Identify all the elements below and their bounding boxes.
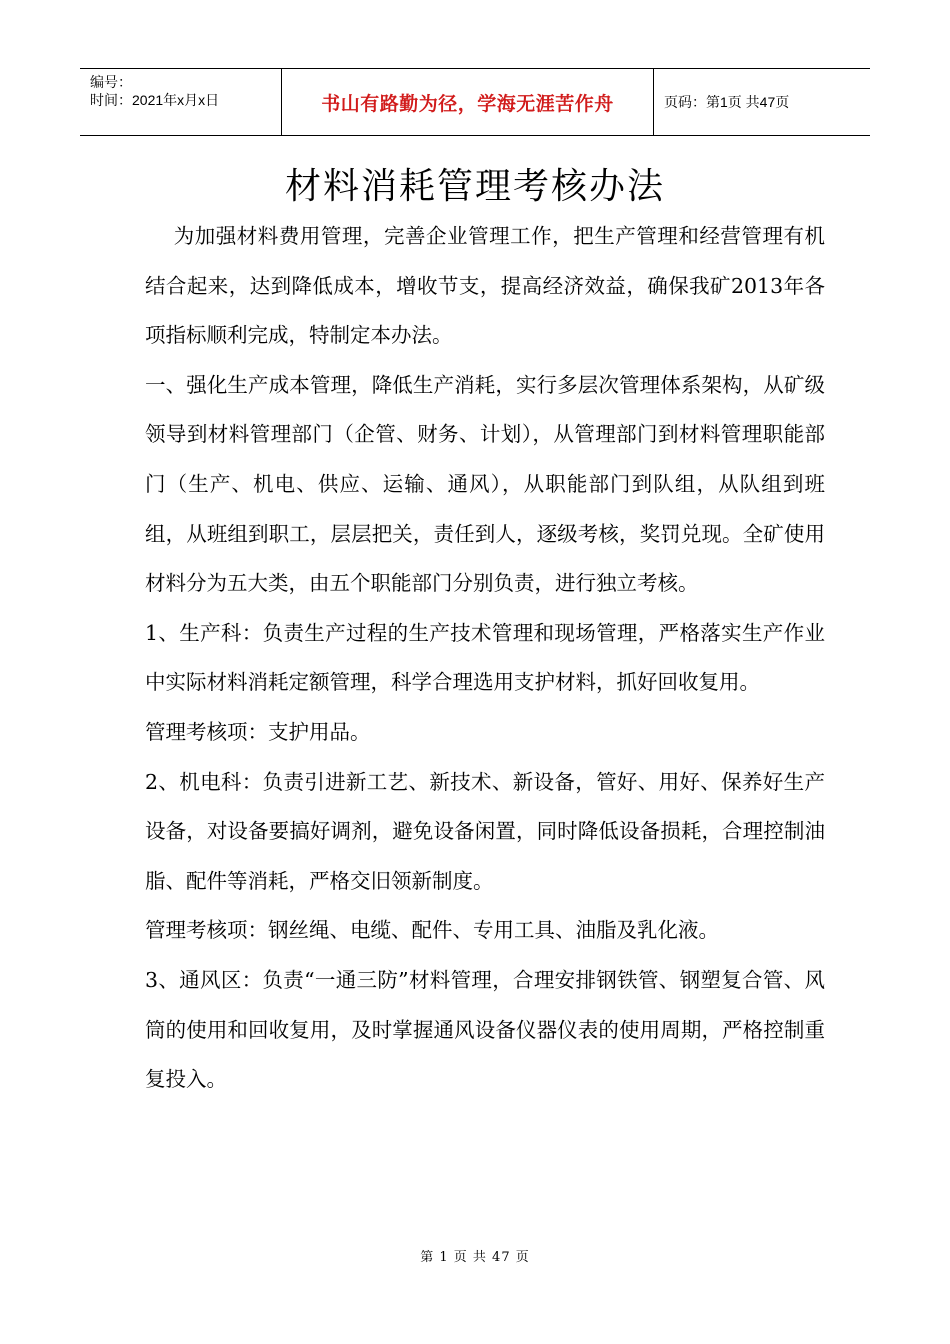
- motto-text: 书山有路勤为径，学海无涯苦作舟: [321, 92, 614, 115]
- header-motto-cell: [282, 69, 654, 135]
- paragraph-mech-elec-dept: 2、机电科：负责引进新工艺、新技术、新设备，管好、用好、保养好生产设备，对设备要搞好调剂，避免设备闲置，同时降低设备损耗，合理控制油脂、配件等消耗，严格交旧领新制度。: [145, 769, 825, 893]
- document-body: [145, 212, 825, 1105]
- paragraph-mech-elec-items: 管理考核项：钢丝绳、电缆、配件、专用工具、油脂及乳化液。: [145, 918, 719, 943]
- paragraph-ventilation-dept: 3、通风区：负责“一通三防”材料管理，合理安排钢铁管、钢塑复合管、风筒的使用和回收复用，及时掌握通风设备仪器仪表的使用周期，严格控制重复投入。: [145, 967, 825, 1092]
- paragraph-production-items: 管理考核项：支护用品。: [145, 719, 371, 744]
- time-label: 时间：2021年x月x日: [90, 92, 220, 108]
- paragraph-production-dept: 1、生产科：负责生产过程的生产技术管理和现场管理，严格落实生产作业中实际材料消耗定额管理，科学合理选用支护材料，抓好回收复用。: [145, 620, 825, 695]
- header-page-cell: [654, 69, 870, 135]
- paragraph-intro: 为加强材料费用管理，完善企业管理工作，把生产管理和经营管理有机结合起来，达到降低成本，增收节支，提高经济效益，确保我矿2013年各项指标顺利完成，特制定本办法。: [145, 224, 825, 348]
- document-title: 材料消耗管理考核办法: [284, 166, 665, 207]
- header-meta-cell: [80, 69, 282, 135]
- number-label: 编号：: [90, 74, 132, 90]
- document-header: [80, 68, 870, 136]
- page-footer: 第 1 页 共 47 页: [420, 1250, 530, 1265]
- page-info: 页码：第1页 共47页: [664, 94, 790, 110]
- paragraph-section-1: 一、强化生产成本管理，降低生产消耗，实行多层次管理体系架构，从矿级领导到材料管理部门（企管、财务、计划），从管理部门到材料管理职能部门（生产、机电、供应、运输、通风），从职能部门到队组，从队组到班组，从班组到职工，层层把关，责任到人，逐级考核，奖罚兑现。全矿使用材料分为五大类，由五个职能部门分别负责，进行独立考核。: [145, 372, 825, 596]
